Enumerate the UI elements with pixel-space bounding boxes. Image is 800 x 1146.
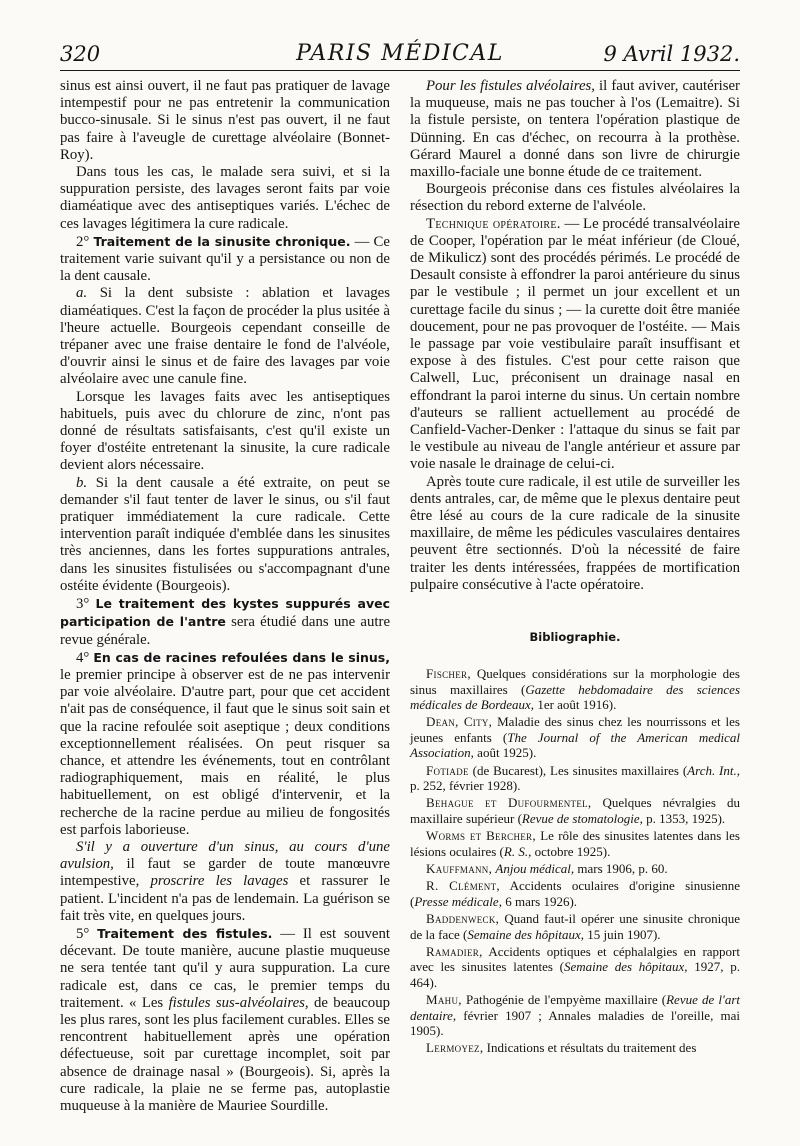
- bib-text: (de Bucarest), Les sinusites maxillaires (: [468, 762, 688, 778]
- bib-text: p. 1353, 1925).: [642, 810, 726, 826]
- paragraph-text: — Le procédé transalvéolaire de Cooper, l'opération par le méat inférieur (de Cloué, de Mikulicz) sont des procédés périmés. Le procédé de Desault consiste à effondrer la paroi antérieure du sinus par le vestibule ; il permet un jour excellent et un curettage facile du sinus ; — la curette doit être maniée doucement, pour ne pas provoquer de l'ostéite. — Mais le passage par voie vestibulaire paraît insuffisant et expose à des fistules. C'est pour cette raison que Calwell, Luc, préconisent un drainage nasal en effondrant la paroi interne du sinus. Un certain nombre d'auteurs se rallient actuellement au procédé de Canfield-Vacher-Denker : l'attaque du sinus se fait par le vestibule au niveau de l'angle antérieur et assure par voie nasale le drainage de celui-ci.: [410, 215, 740, 473]
- paragraph-text: et rassurer le patient. L'incident n'a pas de lendemain. La guérison se fait très vite, en quelques jours.: [60, 873, 390, 924]
- bib-text: 15 juin 1907).: [584, 926, 661, 942]
- italic-text: fistules sus-alvéolaires,: [168, 994, 309, 1011]
- item-letter: b.: [76, 474, 88, 491]
- bib-text: août 1925).: [473, 745, 537, 761]
- bibliography-entry: [410, 861, 740, 876]
- bib-author: Dean, City,: [426, 714, 493, 730]
- bib-author: Ramadier,: [426, 944, 483, 959]
- bib-source: Revue de l'art dentaire,: [410, 992, 740, 1023]
- paragraph-text: il faut se garder de toute manœuvre intempestive,: [60, 856, 390, 890]
- paragraph-text: il faut aviver, cautériser la muqueuse, mais ne pas toucher à l'os (Lemaitre). Si la fistule persiste, on tentera l'opération plastique de Dünning. En cas d'échec, on recourra à la prothèse. Gérard Maurel a donné dans son livre de chirurgie maxillo-faciale une bonne étude de ce traitement.: [410, 78, 740, 181]
- bib-source: The Journal of the American medical Association,: [410, 729, 740, 761]
- paragraph: Bourgeois préconise dans ces fistules alvéolaires la résection du rebord externe de l'alvéole.: [410, 181, 740, 215]
- bib-text: mars 1906, p. 60.: [574, 860, 668, 876]
- bibliography-entry: [410, 828, 740, 859]
- paragraph: [60, 925, 390, 1115]
- italic-text: proscrire les lavages: [150, 873, 289, 890]
- section-number: 2°: [76, 233, 94, 250]
- paragraph-text: le premier principe à observer est de ne pas intervenir par voie alvéolaire. D'autre part, pour que cet accident n'ait pas de conséquence, il faut que le sinus soit sain et que la racine refoulée soit aseptique ; deux conditions exceptionnellement réalisées. On peut risquer sa chance, et attendre les événements, tout en contrôlant radiographiquement, mais en réalité, le plus habituellement, on est obligé d'intervenir, et la recherche de la racine perdue au milieu de fongosités est parfois laborieuse.: [60, 666, 390, 838]
- bib-source: Semaine des hôpitaux,: [467, 926, 584, 942]
- bib-author: Lermoyez,: [426, 1040, 484, 1056]
- bib-author: Mahu,: [426, 992, 462, 1008]
- section-number: 3°: [76, 596, 96, 613]
- bib-text: Pathogénie de l'empyème maxillaire (: [461, 992, 667, 1008]
- bib-author: Kauffmann,: [426, 860, 493, 876]
- running-header: [60, 38, 740, 68]
- paragraph: [60, 233, 390, 286]
- bib-source: Semaine des hôpitaux,: [563, 959, 688, 975]
- paragraph: [60, 839, 390, 925]
- paragraph: [60, 595, 390, 649]
- bibliography-entry: [410, 714, 740, 760]
- bib-author: Fotiade: [426, 762, 469, 778]
- bib-author: Fischer,: [426, 666, 471, 682]
- bibliography-entry: [410, 992, 740, 1038]
- bib-author: Baddenweck,: [426, 911, 500, 927]
- paragraph: Dans tous les cas, le malade sera suivi, et si la suppuration persiste, des lavages seront faits par voie diaméatique avec des antiseptiques variés. L'échec de ces lavages légitimera la cure radicale.: [60, 164, 390, 232]
- bib-text: 1927, p. 464).: [410, 959, 740, 990]
- italic-text: S'il y a ouverture d'un sinus, au cours d'une avulsion,: [60, 838, 390, 873]
- bibliography-entry: [410, 795, 740, 826]
- bib-author: Behague et Dufourmentel,: [426, 795, 592, 811]
- section-heading: Technique opératoire.: [426, 215, 561, 232]
- journal-title: PARIS MÉDICAL: [296, 41, 504, 66]
- header-rule: [60, 70, 740, 71]
- bib-text: Le rôle des sinusites latentes dans les lésions oculaires (: [410, 828, 740, 859]
- bib-text: Maladie des sinus chez les nourrissons et les jeunes enfants (: [410, 714, 740, 745]
- paragraph: sinus est ainsi ouvert, il ne faut pas pratiquer de lavage intempestif pour ne pas entretenir la communication bucco-sinusale. Si le sinus n'est pas ouvert, il ne faut pas faire à l'aveugle de curettage alvéolaire (Bonnet-Roy).: [60, 78, 390, 163]
- italic-text: Pour les fistules alvéolaires,: [426, 78, 595, 94]
- paragraph-text: — Il est souvent décevant. De toute manière, aucune plastie muqueuse ne sera tentée tant qu'il y aura suppuration. La cure radicale est, dans ce cas, le premier temps du traitement. « Les: [60, 925, 391, 1011]
- bib-source: Presse médicale,: [414, 893, 502, 909]
- bib-text: février 1907 ; Annales maladies de l'oreille, mai 1905).: [410, 1007, 740, 1039]
- bib-text: p. 252, février 1928).: [410, 777, 521, 793]
- bib-source: R. S.,: [503, 843, 532, 859]
- page-number: 320: [60, 42, 101, 66]
- paragraph: [60, 285, 390, 388]
- paragraph: [60, 475, 390, 595]
- paragraph-text: — Ce traitement varie suivant qu'il y a persistance ou non de la dent causale.: [60, 233, 390, 285]
- bib-text: Quelques névralgies du maxillaire supérieur (: [410, 795, 740, 826]
- bibliography-entry: [410, 944, 740, 990]
- left-column: [60, 78, 390, 1115]
- section-heading: En cas de racines refoulées dans le sinus,: [93, 649, 391, 665]
- bibliography-entry: [410, 1040, 740, 1055]
- paragraph-text: Si la dent causale a été extraite, on peut se demander s'il faut tenter de laver le sinus, ou s'il faut pratiquer immédiatement la cure radicale. Cette intervention paraît indiquée d'emblée dans les sinusites très anciennes, dans les fortes suppurations antrales, dans les sinusites fistulisées ou s'accompagnant d'une ostéite évidente (Bourgeois).: [60, 474, 390, 594]
- paragraph: Lorsque les lavages faits avec les antiseptiques habituels, puis avec du chlorure de zinc, n'ont pas donné de résultats satisfaisants, c'est qu'il existe un foyer d'ostéite entretenant la sinusite, la cure radicale devient alors nécessaire.: [60, 388, 390, 474]
- bib-source: Arch. Int.,: [687, 762, 740, 778]
- bib-source: Gazette hebdomadaire des sciences médicales de Bordeaux,: [410, 681, 741, 712]
- section-heading: Le traitement des kystes suppurés avec participation de l'antre: [60, 596, 391, 630]
- section-number: 4°: [76, 649, 94, 666]
- section-heading: Traitement des fistules.: [97, 925, 273, 941]
- section-number: 5°: [76, 925, 98, 942]
- bib-text: Quelques considérations sur la morphologie des sinus maxillaires (: [410, 666, 740, 697]
- paragraph-text: de beaucoup les plus rares, sont les plus facilement curables. Elles se rencontrent habituellement après une opération défectueuse, soit par curettage incomplet, soit par absence de drainage nasal » (Bourgeois). Si, après la cure radicale, la plaie ne se ferme pas, autoplastie muqueuse à la manière de Mauriee Sourdille.: [60, 994, 391, 1114]
- bib-author: Worms et Bercher,: [426, 828, 536, 844]
- issue-date: 9 Avril 1932.: [603, 42, 740, 66]
- section-heading: Traitement de la sinusite chronique.: [93, 233, 351, 249]
- bibliography-entry: [410, 911, 740, 942]
- bibliography-entry: [410, 666, 740, 712]
- paragraph: [410, 78, 740, 181]
- paragraph: Après toute cure radicale, il est utile de surveiller les dents antrales, car, de même que le plexus dentaire peut être lésé au cours de la cure radicale de la sinusite maxillaire, de même les pédicules vasculaires dentaires peuvent être sectionnés. D'où la nécessité de faire traiter les dents intéressées, frappées de mortification pulpaire consécutive à l'acte opératoire.: [410, 473, 740, 593]
- paragraph: [60, 649, 390, 839]
- bib-text: Accidents optiques et céphalalgies en rapport avec les sinusites latentes (: [410, 944, 740, 975]
- right-column: [410, 78, 740, 1058]
- bib-author: R. Clément,: [426, 878, 500, 894]
- bib-text: octobre 1925).: [531, 843, 611, 859]
- bibliography-list: [410, 666, 740, 1056]
- paragraph-text: sera étudié dans une autre revue générale.: [60, 614, 391, 648]
- bibliography-entry: [410, 878, 740, 909]
- paragraph: [410, 216, 740, 474]
- bib-text: Indications et résultats du traitement des: [483, 1040, 697, 1056]
- bib-source: Anjou médical,: [495, 860, 575, 876]
- bib-source: Revue de stomatologie,: [521, 810, 643, 826]
- item-letter: a.: [76, 285, 88, 302]
- bib-text: 1er août 1916).: [534, 696, 617, 712]
- bib-text: 6 mars 1926).: [501, 893, 578, 909]
- bibliography-entry: [410, 763, 740, 794]
- bib-text: Accidents oculaires d'origine sinusienne (: [410, 878, 741, 909]
- paragraph-text: Si la dent subsiste : ablation et lavages diaméatiques. C'est la façon de procéder la plus usitée à l'heure actuelle. Bourgeois cependant conseille de trépaner avec une fraise dentaire le fond de l'alvéole, d'ouvrir ainsi le sinus et de faire des lavages par voie alvéolaire avec une canule fine.: [60, 285, 390, 388]
- bibliography-title: Bibliographie.: [529, 630, 621, 645]
- bib-text: Quand faut-il opérer une sinusite chronique de la face (: [410, 911, 740, 942]
